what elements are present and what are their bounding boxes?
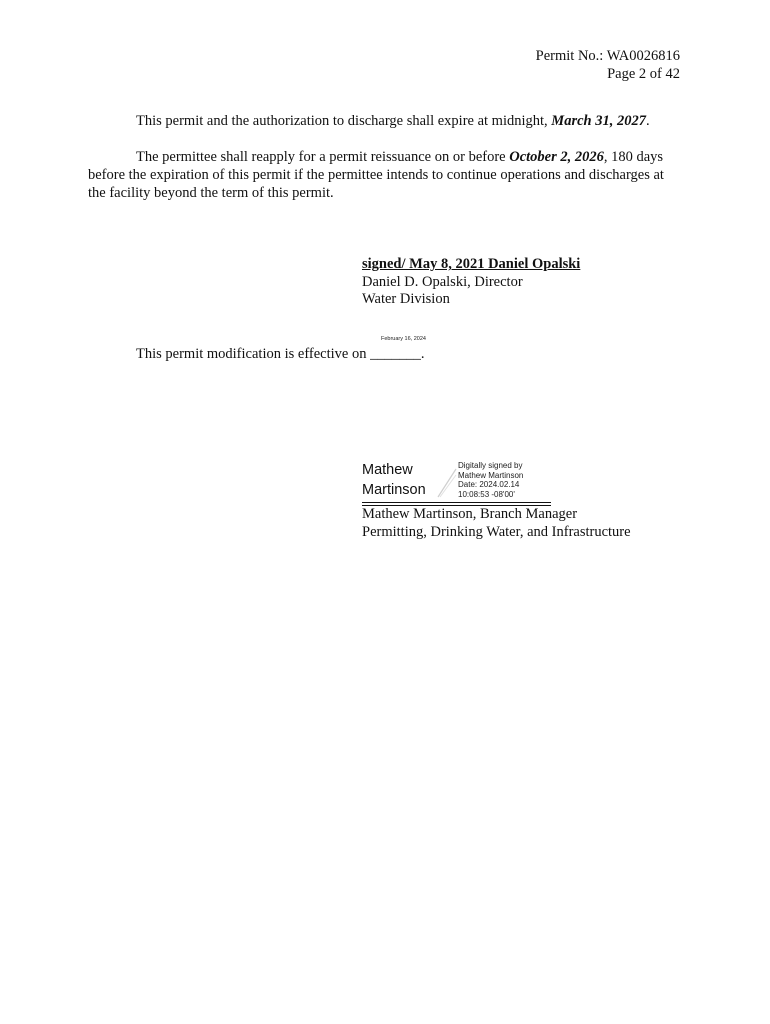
signer-last-name: Martinson (362, 482, 426, 498)
expiration-end: . (645, 113, 650, 129)
reapply-text: The permittee shall reapply for a permit reissuance on or before (136, 149, 510, 165)
manager-signature-block (362, 505, 631, 541)
signature-underline (362, 502, 551, 503)
expiration-paragraph (88, 112, 668, 130)
permit-number: Permit No.: WA0026816 (535, 48, 680, 64)
sig-meta-line1: Digitally signed by (458, 461, 523, 470)
sig-meta-line2: Mathew Martinson (458, 470, 524, 480)
reapply-rest: , 180 days before the expiration of this permit if the permittee intends to continue operations and discharges at the facility beyond the term of this permit. (88, 149, 664, 201)
expiration-date: March 31, 2027 (551, 113, 646, 129)
effective-date-stamp: February 16, 2024 (381, 336, 426, 342)
director-division: Water Division (362, 291, 450, 307)
page-header (536, 47, 680, 83)
sig-meta-line3: Date: 2024.02.14 (458, 480, 520, 489)
digital-signature (362, 459, 552, 503)
page-number: Page 2 of 42 (607, 66, 680, 82)
reapply-paragraph (88, 148, 668, 202)
signer-first-name: Mathew (362, 462, 413, 478)
expiration-text: This permit and the authorization to discharge shall expire at midnight, (136, 113, 552, 129)
digital-signature-details (458, 461, 523, 499)
director-signature-block (362, 256, 580, 309)
manager-name-title: Mathew Martinson, Branch Manager (362, 506, 578, 522)
director-name-title: Daniel D. Opalski, Director (362, 273, 523, 290)
signature-mark-icon (436, 463, 458, 499)
manager-unit: Permitting, Drinking Water, and Infrastructure (362, 524, 631, 540)
effective-statement: This permit modification is effective on _______. (136, 346, 425, 362)
signed-line: signed/ May 8, 2021 Daniel Opalski (362, 256, 581, 272)
sig-meta-line4: 10:08:53 -08'00' (458, 489, 515, 499)
digital-signer-name (362, 460, 426, 500)
reapply-date: October 2, 2026 (509, 149, 604, 165)
